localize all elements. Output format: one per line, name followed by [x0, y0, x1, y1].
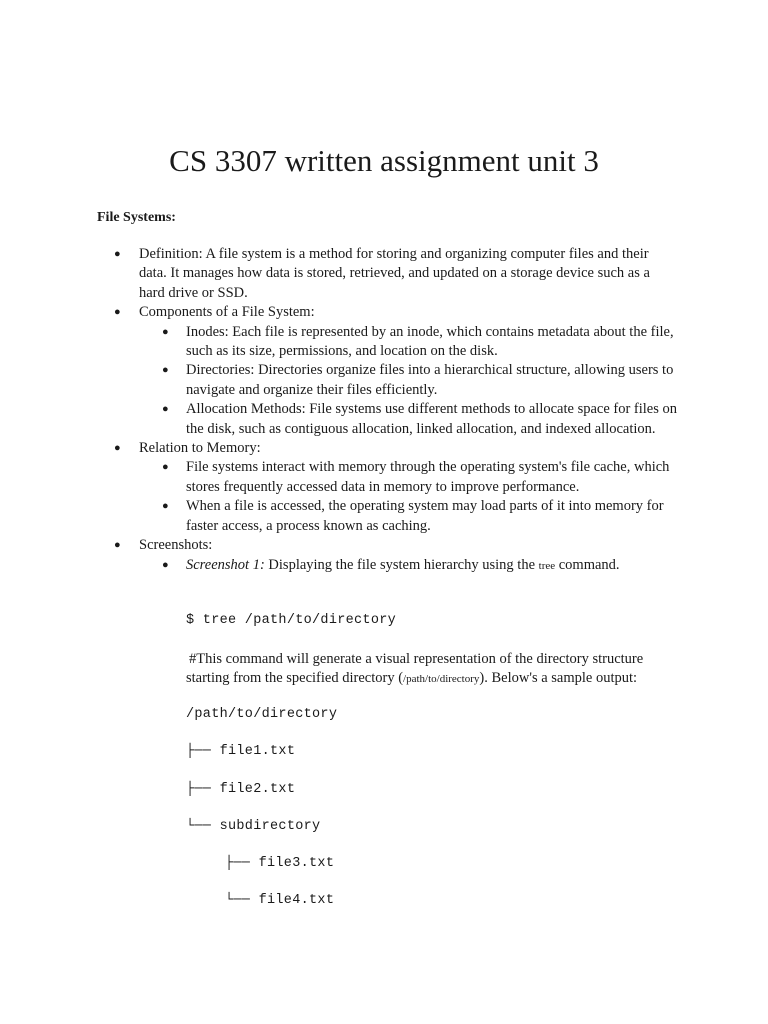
bullet-icon: ● [162, 325, 169, 338]
sub-item-caching [0, 497, 678, 536]
sub-item-inodes [0, 323, 678, 362]
screenshot-text: Displaying the file system hierarchy using the [264, 556, 539, 573]
command-note [186, 650, 686, 690]
bullet-icon: ● [162, 500, 169, 513]
note-path: /path/to/directory [403, 673, 480, 686]
sub-item-file-cache [0, 458, 678, 497]
bullet-icon: ● [162, 558, 169, 571]
bullet-icon: ● [114, 306, 121, 319]
note-text-end: ). Below's a sample output: [479, 670, 638, 687]
bullet-icon: ● [162, 403, 169, 416]
tree-root: /path/to/directory [186, 707, 338, 722]
section-heading: File Systems: [97, 210, 176, 225]
bullet-icon: ● [114, 248, 121, 260]
page-title: CS 3307 written assignment unit 3 [169, 143, 599, 178]
sub-item-screenshot-1 [0, 556, 678, 576]
sub-item-text: Allocation Methods: File systems use different methods to allocate space for files on the disk, such as contiguous allocation, linked allocation, and indexed allocation. [186, 401, 678, 437]
note-text: #This command will generate a visual representation of the directory structure starting from the specified directory ( [186, 651, 644, 687]
sub-item-text: File systems interact with memory through the operating system's file cache, which stores frequently accessed data in memory to improve performance. [186, 459, 670, 495]
screenshot-label: Screenshot 1: [186, 556, 265, 573]
bullet-icon: ● [162, 461, 169, 474]
sub-item-text: Directories: Directories organize files into a hierarchical structure, allowing users to navigate and organize their files efficiently. [186, 362, 674, 398]
tree-line-file4: └── file4.txt [225, 893, 335, 908]
sub-item-allocation [0, 400, 678, 439]
sub-item-text: When a file is accessed, the operating system may load parts of it into memory for faster access, a process known as caching. [186, 498, 664, 534]
screenshot-text-end: command. [555, 556, 620, 573]
list-item-definition [0, 245, 659, 303]
list-item-memory [0, 439, 659, 458]
bullet-icon: ● [114, 442, 121, 455]
tree-line-file1: ├── file1.txt [186, 744, 296, 759]
list-item-text: Components of a File System: [139, 304, 315, 321]
sub-item-directories [0, 361, 678, 400]
list-item-text: Relation to Memory: [139, 440, 261, 457]
tree-line-subdirectory: └── subdirectory [186, 819, 321, 834]
list-item-text: Definition: A file system is a method for storing and organizing computer files and their data. It manages how data is stored, retrieved, and updated on a storage device such as a hard drive or SSD. [139, 246, 650, 301]
list-item-components [0, 303, 659, 322]
list-item-screenshots [0, 536, 659, 555]
inline-command: tree [538, 559, 556, 572]
bullet-icon: ● [162, 364, 169, 377]
bullet-list [0, 245, 768, 576]
list-item-text: Screenshots: [139, 537, 213, 554]
tree-line-file3: ├── file3.txt [225, 856, 335, 871]
sub-item-text: Inodes: Each file is represented by an inode, which contains metadata about the file, such as its size, permissions, and location on the disk. [186, 323, 674, 360]
bullet-icon: ● [114, 539, 121, 552]
tree-line-file2: ├── file2.txt [186, 782, 296, 797]
command-line: $ tree /path/to/directory [186, 613, 397, 628]
